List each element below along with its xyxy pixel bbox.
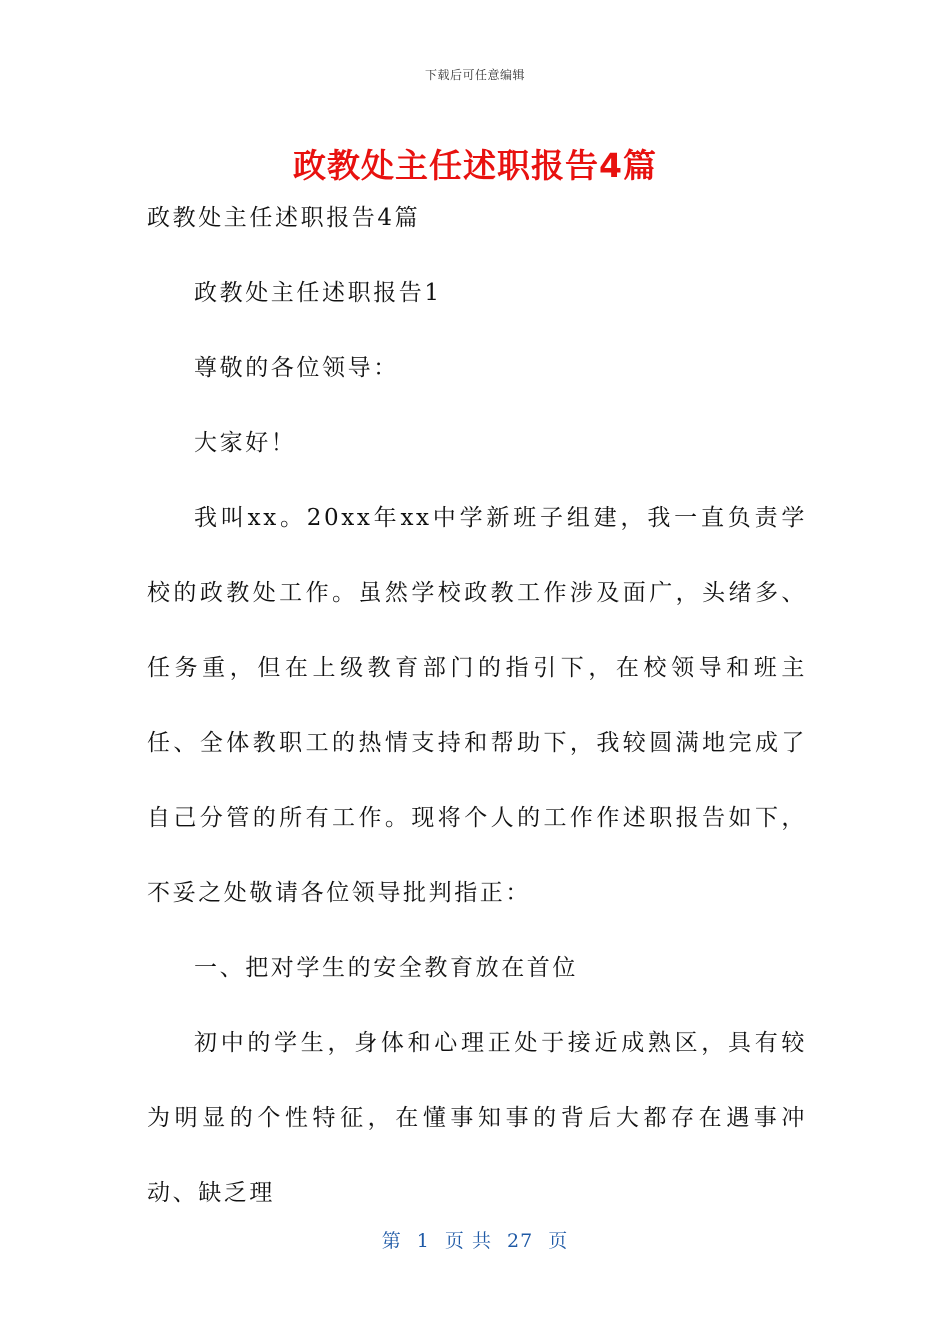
intro-paragraph: 我叫xx。20xx年xx中学新班子组建，我一直负责学校的政教处工作。虽然学校政教工作涉及面广，头绪多、任务重，但在上级教育部门的指引下，在校领导和班主任、全体教职工的热情支持和帮助下，我较圆满地完成了自己分管的所有工作。现将个人的工作作述职报告如下，不妥之处敬请各位领导批判指正：	[147, 505, 807, 906]
footer-prefix: 第	[381, 1230, 402, 1252]
greeting: 大家好！	[194, 430, 297, 456]
salutation: 尊敬的各位领导：	[194, 355, 399, 381]
current-page-number: 1	[416, 1230, 430, 1252]
document-title: 政教处主任述职报告4篇	[293, 146, 657, 185]
total-pages: 27	[507, 1230, 534, 1252]
point-heading: 一、把对学生的安全教育放在首位	[194, 955, 578, 981]
body-paragraph: 初中的学生，身体和心理正处于接近成熟区，具有较为明显的个性特征，在懂事知事的背后大都存在遇事冲动、缺乏理	[147, 1030, 807, 1206]
subtitle-paragraph: 政教处主任述职报告4篇	[147, 205, 421, 231]
footer-middle: 页 共	[444, 1230, 492, 1252]
section-heading: 政教处主任述职报告1	[194, 280, 442, 306]
page-footer	[0, 1226, 950, 1253]
document-body	[147, 181, 807, 1231]
header-note: 下载后可任意编辑	[424, 68, 525, 82]
footer-suffix: 页	[548, 1230, 569, 1252]
